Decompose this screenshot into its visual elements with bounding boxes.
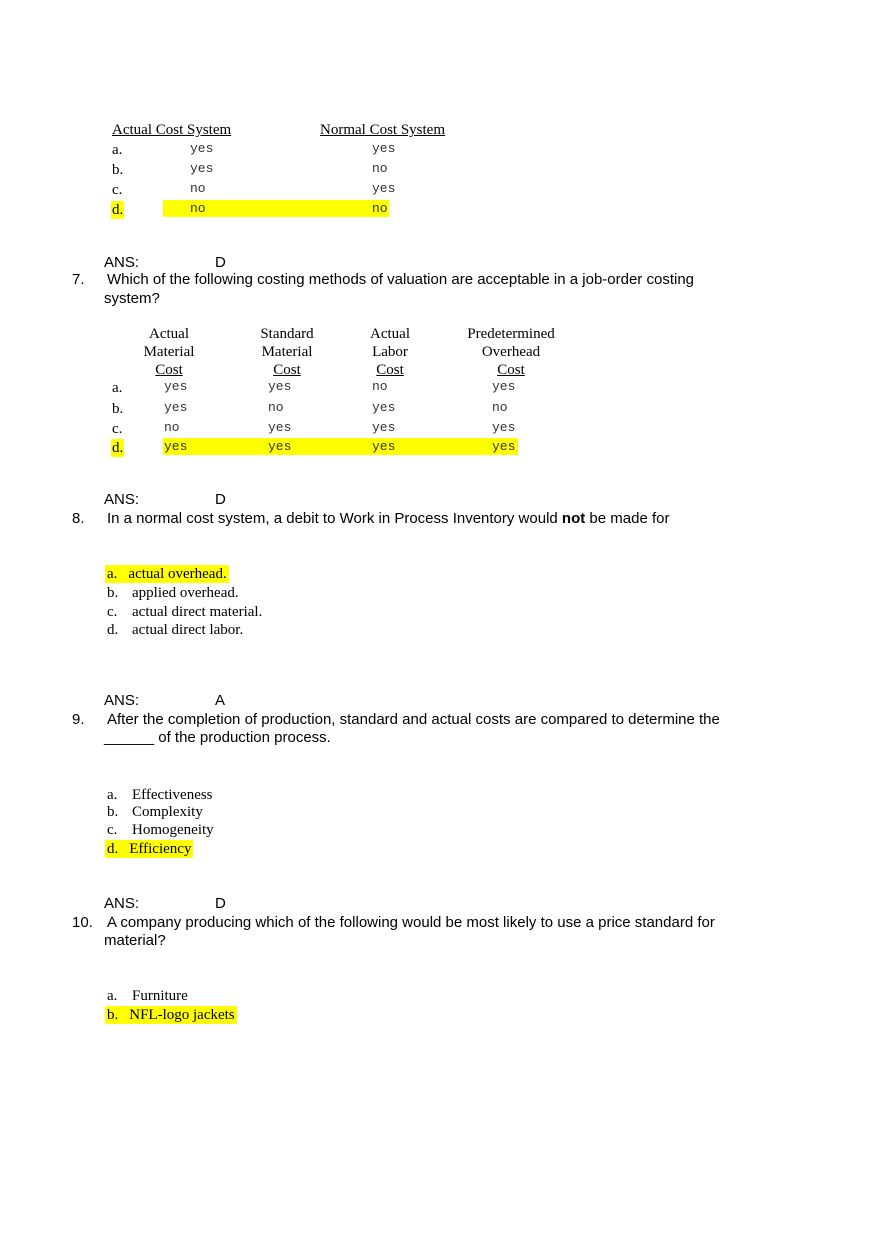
q6-row-c-letter: c. — [112, 182, 123, 198]
q7-row-c-c2: yes — [268, 420, 292, 435]
q9-ans-label: ANS: — [104, 895, 140, 912]
q6-row-a-letter: a. — [112, 142, 123, 158]
q7-col3-line2: Labor — [372, 344, 408, 360]
q7-row-a-c2: yes — [268, 379, 292, 394]
q9-option-b-text: Complexity — [132, 804, 203, 820]
q8-option-c-letter: c. — [107, 604, 118, 620]
q8-ans-label: ANS: — [104, 692, 140, 709]
q7-row-c-c4: yes — [492, 420, 516, 435]
q6-header-normal: Normal Cost System — [320, 122, 446, 138]
q7-row-a-c1: yes — [164, 379, 188, 394]
q7-col2-line1: Standard — [260, 326, 314, 342]
q7-col3-line3: Cost — [376, 362, 404, 378]
q7-col-actual-labor — [340, 325, 440, 379]
q9-option-a-text: Effectiveness — [132, 787, 213, 803]
q7-col-standard-material — [237, 325, 337, 379]
q6-row-b-letter: b. — [112, 162, 124, 178]
q8-number: 8. — [72, 510, 85, 527]
q7-col3-line1: Actual — [370, 326, 410, 342]
q10-option-a-text: Furniture — [132, 988, 188, 1004]
q10-text-line1: A company producing which of the following would be most likely to use a price standard for — [107, 914, 715, 931]
q7-row-d-c4: yes — [492, 439, 516, 454]
q6-ans-label: ANS: — [104, 254, 140, 271]
q9-option-a-letter: a. — [107, 787, 118, 803]
q10-option-a-letter: a. — [107, 988, 118, 1004]
q7-row-c-c1: no — [164, 420, 180, 435]
q7-row-d-letter: d. — [112, 440, 124, 456]
q7-col-predetermined-overhead — [451, 325, 571, 379]
q7-row-b-c3: yes — [372, 400, 396, 415]
q7-number: 7. — [72, 271, 85, 288]
q8-text-after: be made for — [585, 510, 670, 527]
q8-option-a-letter: a. — [107, 566, 118, 582]
q6-header-actual: Actual Cost System — [112, 122, 232, 138]
q9-number: 9. — [72, 711, 85, 728]
q9-option-b-letter: b. — [107, 804, 119, 820]
q7-col1-line3: Cost — [155, 362, 183, 378]
q7-col4-line3: Cost — [497, 362, 525, 378]
q9-option-c-text: Homogeneity — [132, 822, 214, 838]
q8-option-c-text: actual direct material. — [132, 604, 263, 620]
q6-row-c-actual: no — [190, 181, 206, 196]
q9-option-d-letter: d. — [107, 841, 119, 857]
q7-row-c-letter: c. — [112, 421, 123, 437]
q7-text-line1: Which of the following costing methods of valuation are acceptable in a job-order costing — [107, 271, 694, 288]
q6-ans-value: D — [215, 254, 226, 271]
q6-row-a-actual: yes — [190, 141, 214, 156]
q6-row-d-letter: d. — [112, 202, 124, 218]
q8-option-a — [105, 565, 229, 583]
q6-row-b-actual: yes — [190, 161, 214, 176]
q8-text-before: In a normal cost system, a debit to Work in Process Inventory would — [107, 510, 562, 527]
q7-row-c-c3: yes — [372, 420, 396, 435]
q7-row-a-c4: yes — [492, 379, 516, 394]
q10-text-line2: material? — [104, 932, 166, 949]
q8-option-d-text: actual direct labor. — [132, 622, 244, 638]
q9-text-line1: After the completion of production, standard and actual costs are compared to determine the — [107, 711, 720, 728]
q6-row-a-normal: yes — [372, 141, 396, 156]
q7-row-b-c1: yes — [164, 400, 188, 415]
q7-row-a-letter: a. — [112, 380, 123, 396]
q7-col4-line2: Overhead — [481, 344, 541, 360]
q6-row-d-normal: no — [372, 201, 388, 216]
q7-answer-highlight — [163, 438, 518, 455]
q7-ans-label: ANS: — [104, 491, 140, 508]
q8-option-b-text: applied overhead. — [132, 585, 239, 601]
q7-row-b-c2: no — [268, 400, 284, 415]
q10-option-b — [105, 1006, 237, 1024]
q9-option-d-text: Efficiency — [129, 841, 192, 857]
q7-row-b-c4: no — [492, 400, 508, 415]
q7-row-d-c1: yes — [164, 439, 188, 454]
q8-option-a-text: actual overhead. — [128, 566, 227, 582]
q10-number: 10. — [72, 914, 93, 931]
q6-row-d-actual: no — [190, 201, 206, 216]
q7-row-b-letter: b. — [112, 401, 124, 417]
q7-col4-line1: Predetermined — [467, 326, 555, 342]
q7-col-actual-material — [119, 325, 219, 379]
q6-row-b-normal: no — [372, 161, 388, 176]
q7-col2-line2: Material — [261, 344, 313, 360]
q8-text-bold: not — [561, 510, 586, 527]
q9-option-d — [105, 840, 193, 858]
q6-row-c-normal: yes — [372, 181, 396, 196]
q8-text — [107, 510, 669, 528]
q7-col1-line1: Actual — [149, 326, 189, 342]
q8-option-b-letter: b. — [107, 585, 119, 601]
q9-ans-value: D — [215, 895, 226, 912]
q7-col2-line3: Cost — [273, 362, 301, 378]
q7-row-d-c3: yes — [372, 439, 396, 454]
q10-option-b-letter: b. — [107, 1007, 119, 1023]
q9-text-line2: ______ of the production process. — [104, 729, 331, 746]
q8-option-d-letter: d. — [107, 622, 119, 638]
q7-row-d-c2: yes — [268, 439, 292, 454]
q10-option-b-text: NFL-logo jackets — [129, 1007, 235, 1023]
q8-ans-value: A — [215, 692, 226, 709]
q7-ans-value: D — [215, 491, 226, 508]
q7-row-a-c3: no — [372, 379, 388, 394]
q7-text-line2: system? — [104, 290, 160, 307]
q9-option-c-letter: c. — [107, 822, 118, 838]
q7-col1-line2: Material — [143, 344, 195, 360]
